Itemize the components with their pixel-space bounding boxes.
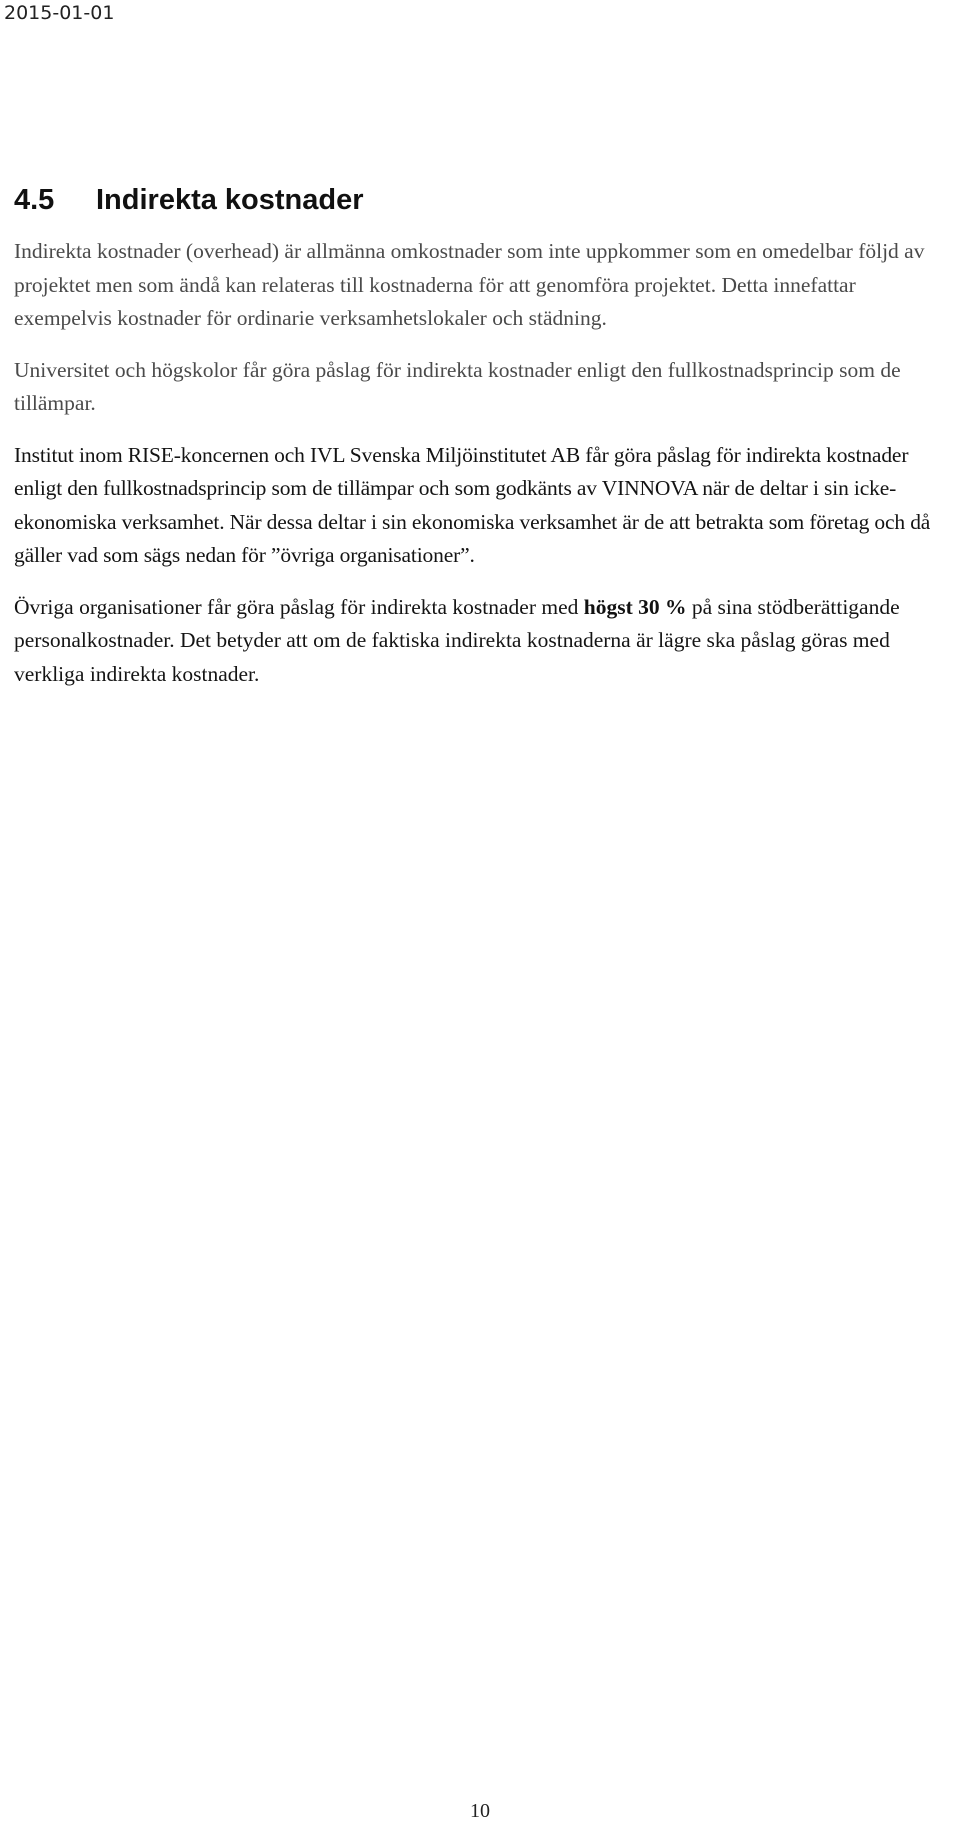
paragraph-universities: Universitet och högskolor får göra påslag för indirekta kostnader enligt den fullkostnadsprincip som de tillämpar. [14,357,901,415]
paragraph-other-organisations [14,591,944,692]
section-number: 4.5 [14,184,55,216]
document-date: 2015-01-01 [4,2,115,24]
max-overhead-rate: högst 30 % [583,594,687,619]
paragraph-overhead-definition: Indirekta kostnader (overhead) är allmänna omkostnader som inte uppkommer som en omedelbar följd av projektet men som ändå kan relateras till kostnaderna för att genomföra projektet. Detta innefattar exempelvis kostnader för ordinarie verksamhetslokaler och städning. [14,239,925,330]
paragraph-institutes: Institut inom RISE-koncernen och IVL Svenska Miljöinstitutet AB får göra påslag för indirekta kostnader enligt den fullkostnadsprincip som de tillämpar och som godkänts av VINNOVA när de deltar i sin icke-ekonomiska verksamhet. När dessa deltar i sin ekonomiska verksamhet är de att betrakta som företag och då gäller vad som sägs nedan för ”övriga organisationer”. [14,442,931,567]
section-title: Indirekta kostnader [96,184,364,216]
section-heading [14,183,944,217]
paragraph-other-organisations-start: Övriga organisationer får göra påslag för indirekta kostnader med [14,594,584,619]
document-body [14,183,944,709]
page-number: 10 [470,1800,490,1822]
paragraph-other-organisations-end: på sina stödberättigande personalkostnader. Det betyder att om de faktiska indirekta kostnaderna är lägre ska påslag göras med verkliga indirekta kostnader. [14,594,900,686]
